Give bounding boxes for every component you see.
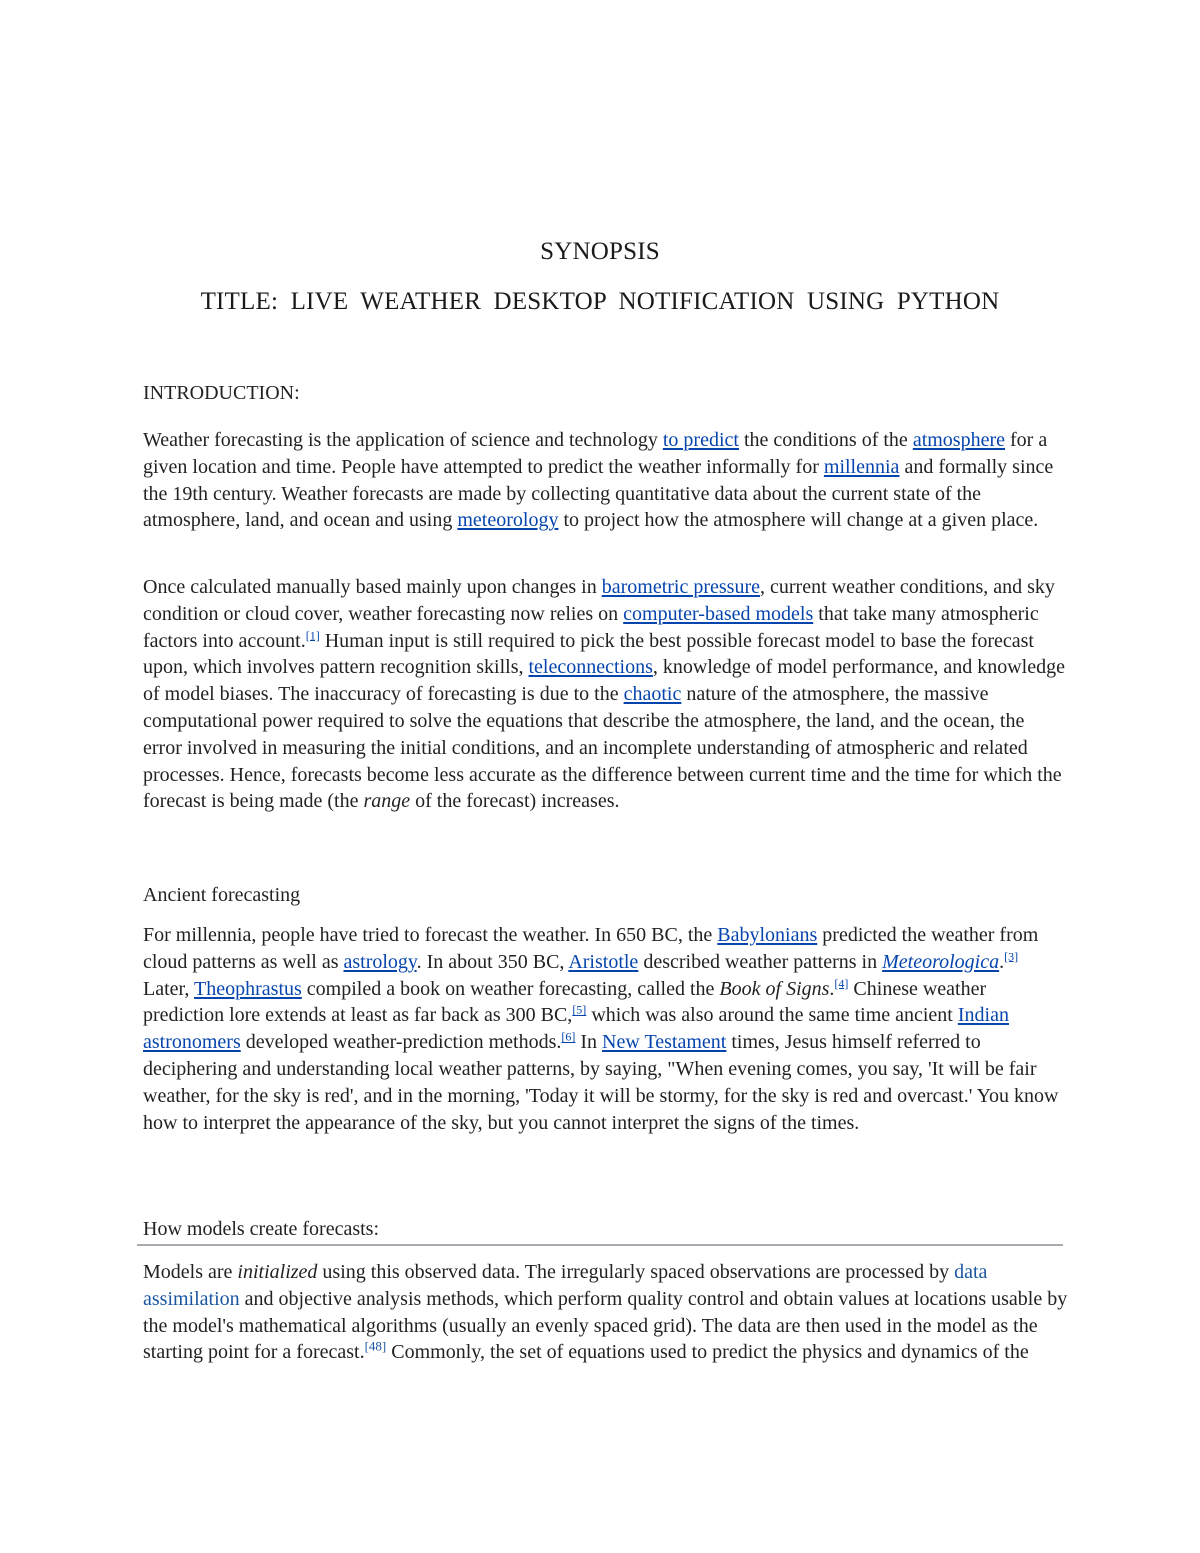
link-meteorologica[interactable]: Meteorologica [882,950,1000,973]
text-run: described weather patterns in [638,950,883,973]
link-teleconnections[interactable]: teleconnections [528,656,653,679]
link-millennia[interactable]: millennia [823,455,900,478]
link-theophrastus[interactable]: Theophrastus [194,977,302,1000]
citation-5[interactable] [572,1003,586,1017]
text-run: using this observed data. The irregularly spaced observations are processed by [317,1261,955,1283]
citation-6[interactable] [561,1030,575,1044]
link-astrology[interactable]: astrology [343,950,417,973]
text-run: In [575,1031,603,1054]
heading-divider [137,1244,1063,1246]
text-run: Human input is still required to pick the best possible forecast model to base the forecast upon, which involves pattern recognition skills, [143,629,1034,679]
citation-5-link[interactable]: [5] [572,1002,587,1017]
citation-1-link[interactable]: [1] [305,627,320,642]
text-run: , knowledge of model performance, and knowledge of model biases. The inaccuracy of forecasting is due to the [143,656,1065,706]
text-run: nature of the atmosphere, the massive computational power required to solve the equations that describe the atmosphere, the land, and the ocean, the error involved in measuring the initial conditions, and an incomplete understanding of atmospheric and related processes. Hence, forecasts become less accurate as the difference between current time and the time for which the forecast is being made (the [143,683,1062,813]
text-run: . In about 350 BC, [416,950,569,973]
link-barometric-pressure[interactable]: barometric pressure [601,576,760,598]
text-run: Once calculated manually based mainly upon changes in [143,576,602,598]
intro-paragraph-2 [143,574,1068,815]
text-run: . [999,950,1005,973]
models-paragraph [143,1259,1068,1366]
link-computer-based-models[interactable]: computer-based models [623,602,814,625]
citation-3-link[interactable]: [3] [1004,949,1019,964]
text-run: that take many atmospheric factors into account. [143,602,1039,652]
text-run: Later, [143,977,195,1000]
citation-6-link[interactable]: [6] [561,1029,576,1044]
ancient-forecasting-heading: Ancient forecasting [143,884,301,906]
link-new-testament[interactable]: New Testament [602,1031,727,1054]
text-run: Models are [143,1261,238,1283]
text-run: the conditions of the [738,429,913,451]
text-run: Commonly, the set of equations used to predict the physics and dynamics of the [386,1341,1029,1364]
ancient-forecasting-paragraph [143,922,1068,1136]
italic-range: range [363,790,411,813]
introduction-heading: INTRODUCTION: [143,382,300,404]
link-to-predict[interactable]: to predict [662,429,739,451]
link-data-assimilation[interactable]: data assimilation [143,1261,988,1310]
text-run: . [829,977,835,1000]
text-run: and objective analysis methods, which perform quality control and obtain values at locations usable by the model's mathematical algorithms (usually an evenly spaced grid). The data are then used in the model as the starting point for a forecast. [143,1287,1068,1364]
text-run: and formally since the 19th century. Weather forecasts are made by collecting quantitative data about the current state of the atmosphere, land, and ocean and using [143,455,1054,532]
link-babylonians[interactable]: Babylonians [717,924,818,946]
text-run: Weather forecasting is the application of science and technology [143,429,663,451]
text-run: compiled a book on weather forecasting, called the [301,977,720,1000]
citation-3[interactable] [1004,949,1018,963]
project-title: TITLE: LIVE WEATHER DESKTOP NOTIFICATION USING PYTHON [200,288,1000,315]
text-run: For millennia, people have tried to forecast the weather. In 650 BC, the [143,924,718,946]
text-run: Chinese weather prediction lore extends at least as far back as 300 BC, [143,977,987,1027]
link-meteorology[interactable]: meteorology [457,509,559,532]
text-run: times, Jesus himself referred to deciphering and understanding local weather patterns, by saying, "When evening comes, you say, 'It will be fair weather, for the sky is red', and in the morning, 'Today it will be stormy, for the sky is red and overcast.' You know how to interpret the appearance of the sky, but you cannot interpret the signs of the times. [143,1031,1059,1134]
citation-4-link[interactable]: [4] [834,975,849,990]
text-run: , current weather conditions, and sky condition or cloud cover, weather forecasting now relies on [143,576,1055,625]
link-indian-astronomers[interactable]: Indian astronomers [143,1004,1009,1054]
citation-4[interactable] [834,976,848,990]
text-run: developed weather-prediction methods. [240,1031,562,1054]
synopsis-heading: SYNOPSIS [540,238,660,265]
italic-book-of-signs: Book of Signs [719,977,830,1000]
text-run: to project how the atmosphere will change at a given place. [558,509,1039,532]
citation-48[interactable]: [48] [364,1338,387,1354]
text-run: of the forecast) increases. [410,790,620,813]
citation-1[interactable] [306,628,320,642]
models-heading: How models create forecasts: [143,1218,380,1240]
link-atmosphere[interactable]: atmosphere [912,429,1005,451]
text-run: for a given location and time. People have attempted to predict the weather informally for [143,429,1048,478]
text-run: predicted the weather from cloud patterns as well as [143,924,1039,973]
intro-paragraph-1 [143,427,1068,534]
text-run: which was also around the same time ancient [586,1004,958,1027]
italic-initialized: initialized [237,1261,318,1283]
link-aristotle[interactable]: Aristotle [568,950,639,973]
link-chaotic[interactable]: chaotic [623,683,682,706]
